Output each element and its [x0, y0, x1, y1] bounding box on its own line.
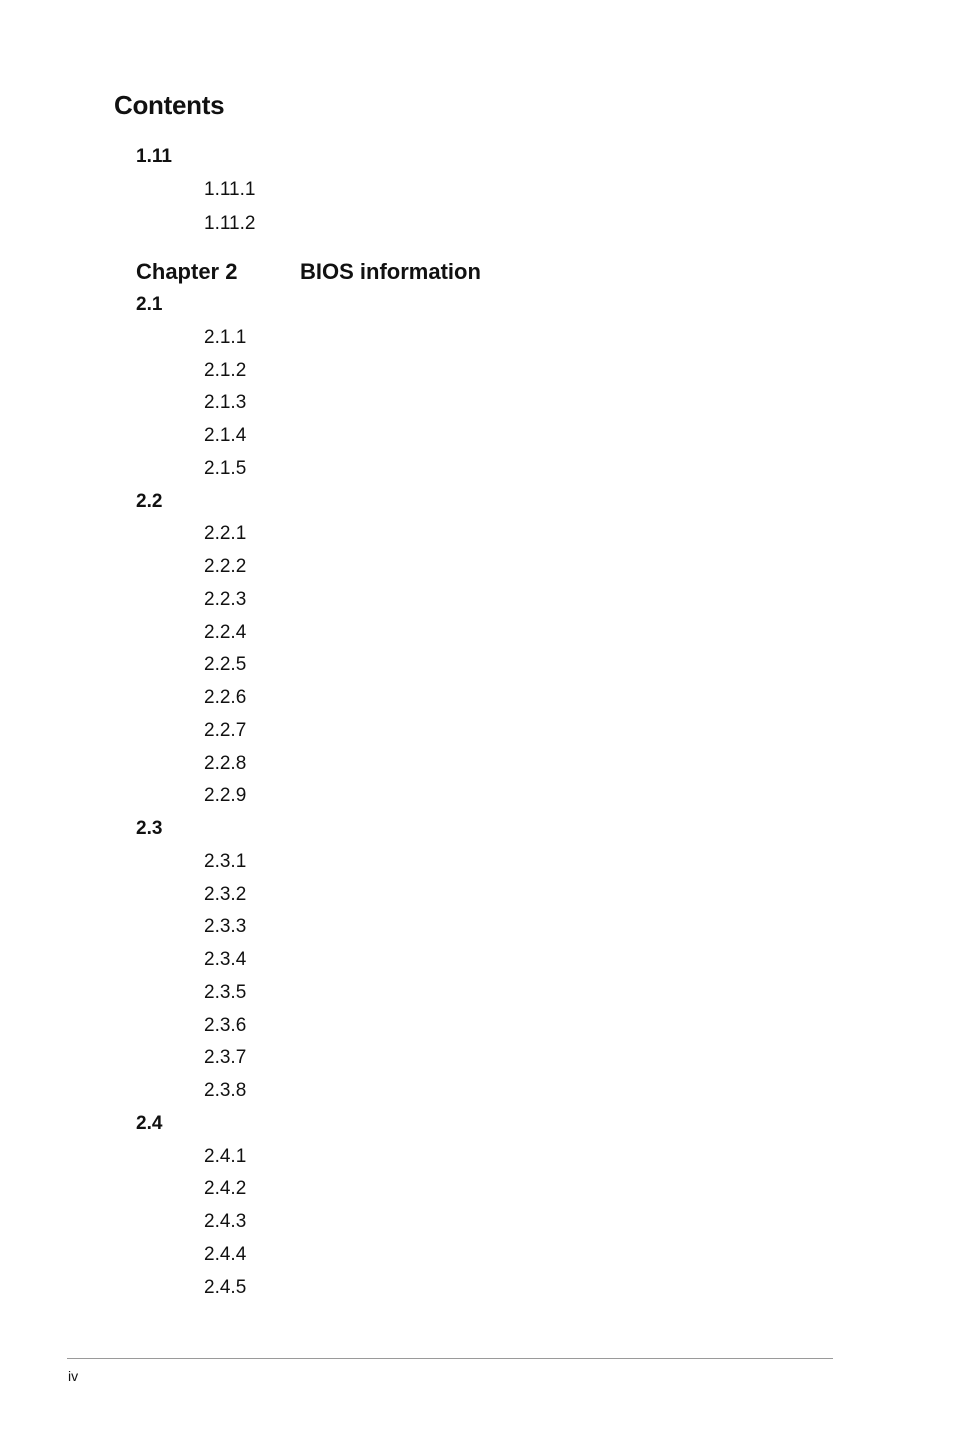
toc-entry-number: 2.3.8 [204, 1080, 247, 1101]
toc-entry-number: 2.2.9 [204, 785, 247, 807]
toc-entry-number: 2.4.1 [204, 1145, 247, 1167]
toc-entry-number: 2.3.5 [204, 981, 247, 1003]
page-title: Contents [114, 90, 225, 120]
toc-entry-number: 2.4.4 [204, 1243, 247, 1265]
toc-entry-number: 2.4.5 [204, 1276, 247, 1298]
toc-entry-number: 2.3.4 [204, 949, 247, 970]
toc-entry-number: 2.2.1 [204, 523, 247, 545]
footer-page-number: iv [68, 1368, 79, 1384]
toc-entry-number: 2.3.7 [204, 1047, 247, 1069]
toc-entry-number: 2.3.2 [204, 883, 247, 905]
toc-entry-number: 1.11 [136, 146, 172, 167]
toc-entry-number: 2.1.3 [204, 392, 247, 414]
toc-entry-number: 2.2.4 [204, 621, 247, 643]
toc-entry-number: 2.1 [136, 294, 163, 315]
toc-entry-number: 2.2 [136, 490, 163, 512]
toc-entry-number: 2.1.2 [204, 359, 247, 381]
toc-entry-number: 2.1.5 [204, 457, 247, 479]
toc-entry-number: 1.11.2 [204, 212, 256, 234]
toc-entry-number: 2.2.3 [204, 588, 247, 610]
toc-entry-number: 2.2.5 [204, 654, 247, 676]
chapter-title: BIOS information [300, 259, 481, 284]
toc-entry-number: 2.4 [136, 1112, 163, 1134]
toc-entry-number: 2.1.1 [204, 326, 247, 348]
toc-entry-number: 2.3.6 [204, 1014, 247, 1036]
toc-entry-number: 2.2.7 [204, 719, 247, 741]
chapter-number: Chapter 2 [136, 259, 238, 284]
toc-entry-number: 2.3.1 [204, 850, 247, 872]
toc-entry-number: 2.2.2 [204, 556, 247, 577]
toc-entry-number: 2.4.3 [204, 1211, 247, 1232]
toc-entry-number: 2.4.2 [204, 1178, 247, 1200]
toc-entry-number: 2.1.4 [204, 425, 247, 446]
footer-divider [67, 1358, 833, 1359]
toc-entry-number: 2.2.8 [204, 752, 247, 774]
toc-entry-number: 2.2.6 [204, 687, 247, 708]
toc-entry-number: 2.3 [136, 818, 163, 839]
toc-entry-number: 2.3.3 [204, 916, 247, 938]
toc-entry-number: 1.11.1 [204, 179, 256, 201]
